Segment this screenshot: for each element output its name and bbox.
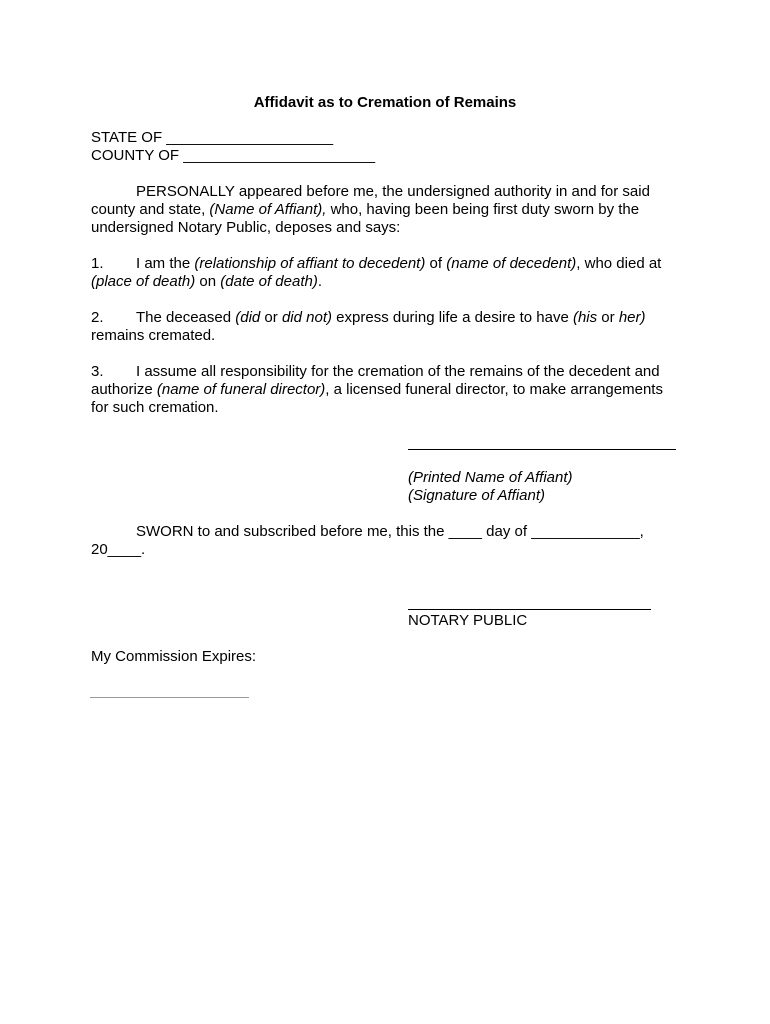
date-of-death-placeholder: (date of death) (220, 273, 318, 290)
notary-public-label: NOTARY PUBLIC (408, 612, 528, 629)
state-line: STATE OF ____________________ (91, 129, 334, 146)
county-line: COUNTY OF _______________________ (91, 147, 376, 164)
item-3-line-3: for such cremation. (91, 399, 219, 416)
item-3-number: 3. (91, 363, 104, 380)
his-placeholder: (his (572, 309, 598, 326)
notary-signature-line[interactable] (408, 609, 651, 610)
item-2-number: 2. (91, 309, 104, 326)
relationship-placeholder: (relationship of affiant to decedent) (194, 255, 426, 272)
intro-line-2-b: who, having been being first duty sworn by the (326, 201, 640, 218)
intro-line-1-text: PERSONALLY appeared before me, the undersigned authority in and for said (136, 183, 650, 200)
item-1-number: 1. (91, 255, 104, 272)
item-3-text-a: authorize (91, 381, 157, 398)
intro-line-1 (91, 183, 650, 201)
item-2-text-a: The deceased (136, 309, 236, 326)
printed-name-text: (Printed Name of Affiant) (408, 469, 573, 486)
intro-line-3: undersigned Notary Public, deposes and says: (91, 219, 401, 236)
item-1-text-d: on (195, 273, 221, 290)
item-1-line-2 (91, 273, 322, 291)
item-2-text-c: express during life a desire to have (332, 309, 573, 326)
commission-expires-label: My Commission Expires: (91, 648, 257, 665)
her-placeholder: her) (618, 309, 646, 326)
sworn-line-2: 20____. (91, 541, 146, 558)
did-not-placeholder: did not) (281, 309, 332, 326)
item-1-text-e: . (317, 273, 323, 290)
printed-name-label (408, 469, 573, 487)
item-3-text-b: , a licensed funeral director, to make arrangements (325, 381, 663, 398)
document-title: Affidavit as to Cremation of Remains (253, 94, 517, 111)
affiant-signature-line[interactable] (408, 449, 676, 450)
item-1-text-a: I am the (136, 255, 195, 272)
sworn-line-1 (91, 523, 644, 541)
did-placeholder: (did (235, 309, 261, 326)
item-3-text-1: I assume all responsibility for the cremation of the remains of the decedent and (136, 363, 660, 380)
item-1-line-1 (91, 255, 661, 273)
item-1-text-b: of (425, 255, 447, 272)
item-2-text-d: or (597, 309, 619, 326)
decedent-name-placeholder: (name of decedent) (446, 255, 577, 272)
item-2-line-2: remains cremated. (91, 327, 216, 344)
funeral-director-placeholder: (name of funeral director) (156, 381, 326, 398)
item-2-line-1 (91, 309, 646, 327)
affiant-name-placeholder: (Name of Affiant), (209, 201, 327, 218)
sworn-line-1-text: SWORN to and subscribed before me, this the ____ day of _____________, (136, 523, 644, 540)
signature-label (408, 487, 545, 505)
place-of-death-placeholder: (place of death) (91, 273, 196, 290)
commission-expires-line[interactable] (90, 697, 249, 698)
item-1-text-c: , who died at (576, 255, 662, 272)
item-3-line-2 (91, 381, 663, 399)
intro-line-2-a: county and state, (91, 201, 210, 218)
item-3-line-1 (91, 363, 660, 381)
intro-line-2 (91, 201, 639, 219)
item-2-text-b: or (260, 309, 282, 326)
signature-text: (Signature of Affiant) (408, 487, 546, 504)
